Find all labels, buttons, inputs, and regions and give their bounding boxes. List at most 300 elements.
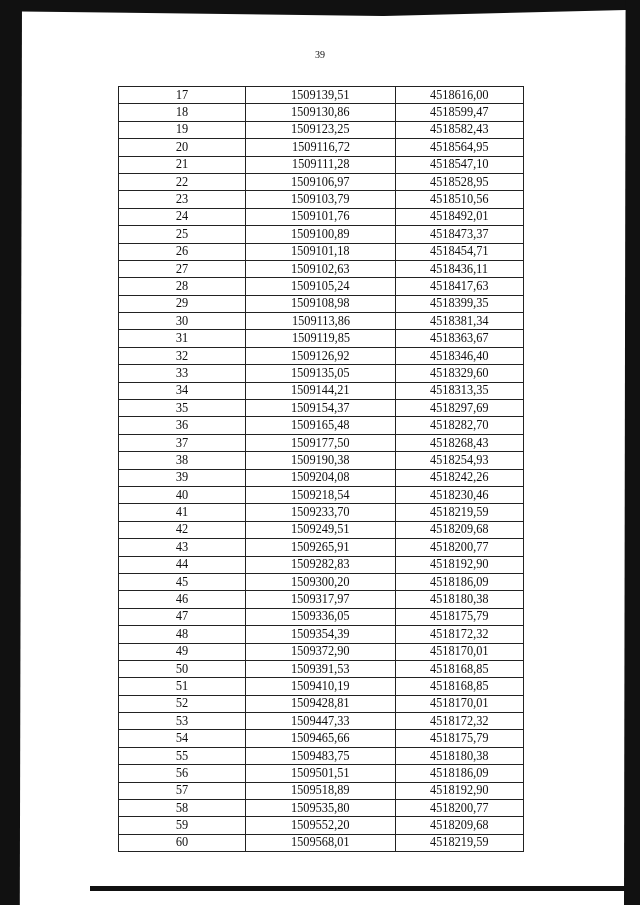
cell-text: 56 bbox=[175, 765, 189, 781]
y-coordinate-cell bbox=[395, 121, 523, 138]
y-coordinate-cell bbox=[395, 156, 523, 173]
cell-text: 4518492,01 bbox=[430, 209, 489, 225]
scan-border-right bbox=[624, 0, 640, 905]
table-row bbox=[119, 608, 524, 625]
cell-text: 4518168,85 bbox=[430, 661, 489, 677]
point-number-cell bbox=[119, 347, 246, 364]
cell-text: 1509135,05 bbox=[291, 365, 350, 381]
cell-text: 57 bbox=[175, 783, 189, 799]
cell-text: 4518381,34 bbox=[430, 313, 489, 329]
y-coordinate-cell bbox=[395, 139, 523, 156]
table-row bbox=[119, 295, 524, 312]
point-number-cell bbox=[119, 452, 246, 469]
cell-text: 1509518,89 bbox=[291, 783, 350, 799]
cell-text: 1509126,92 bbox=[291, 348, 350, 364]
y-coordinate-cell bbox=[395, 730, 523, 747]
x-coordinate-cell bbox=[246, 121, 396, 138]
point-number-cell bbox=[119, 817, 246, 834]
cell-text: 1509103,79 bbox=[291, 192, 350, 208]
cell-text: 4518510,56 bbox=[430, 192, 489, 208]
cell-text: 4518219,59 bbox=[430, 505, 489, 521]
cell-text: 1509105,24 bbox=[291, 278, 350, 294]
y-coordinate-cell bbox=[395, 417, 523, 434]
table-row bbox=[119, 139, 524, 156]
y-coordinate-cell bbox=[395, 104, 523, 121]
table-row bbox=[119, 782, 524, 799]
point-number-cell bbox=[119, 382, 246, 399]
y-coordinate-cell bbox=[395, 330, 523, 347]
cell-text: 1509177,50 bbox=[291, 435, 350, 451]
table-row bbox=[119, 400, 524, 417]
y-coordinate-cell bbox=[395, 782, 523, 799]
x-coordinate-cell bbox=[246, 208, 396, 225]
cell-text: 4518268,43 bbox=[430, 435, 489, 451]
cell-text: 1509204,08 bbox=[291, 470, 350, 486]
point-number-cell bbox=[119, 104, 246, 121]
cell-text: 4518436,11 bbox=[430, 261, 489, 277]
table-row bbox=[119, 434, 524, 451]
x-coordinate-cell bbox=[246, 243, 396, 260]
cell-text: 4518564,95 bbox=[430, 139, 489, 155]
cell-text: 37 bbox=[175, 435, 189, 451]
y-coordinate-cell bbox=[395, 365, 523, 382]
cell-text: 4518186,09 bbox=[430, 765, 489, 781]
x-coordinate-cell bbox=[246, 660, 396, 677]
y-coordinate-cell bbox=[395, 834, 523, 851]
cell-text: 29 bbox=[175, 296, 189, 312]
table-row bbox=[119, 573, 524, 590]
x-coordinate-cell bbox=[246, 747, 396, 764]
x-coordinate-cell bbox=[246, 156, 396, 173]
cell-text: 27 bbox=[175, 261, 189, 277]
y-coordinate-cell bbox=[395, 452, 523, 469]
cell-text: 47 bbox=[175, 609, 189, 625]
y-coordinate-cell bbox=[395, 817, 523, 834]
table-row bbox=[119, 278, 524, 295]
cell-text: 1509190,38 bbox=[291, 452, 350, 468]
x-coordinate-cell bbox=[246, 713, 396, 730]
coordinates-table-body bbox=[119, 87, 524, 852]
cell-text: 4518399,35 bbox=[430, 296, 489, 312]
table-row bbox=[119, 747, 524, 764]
x-coordinate-cell bbox=[246, 400, 396, 417]
cell-text: 4518180,38 bbox=[430, 748, 489, 764]
cell-text: 1509102,63 bbox=[291, 261, 350, 277]
cell-text: 4518180,38 bbox=[430, 592, 489, 608]
point-number-cell bbox=[119, 139, 246, 156]
table-row bbox=[119, 260, 524, 277]
point-number-cell bbox=[119, 226, 246, 243]
cell-text: 31 bbox=[175, 331, 189, 347]
cell-text: 19 bbox=[175, 122, 189, 138]
point-number-cell bbox=[119, 434, 246, 451]
cell-text: 1509130,86 bbox=[291, 105, 350, 121]
table-row bbox=[119, 800, 524, 817]
point-number-cell bbox=[119, 765, 246, 782]
x-coordinate-cell bbox=[246, 417, 396, 434]
x-coordinate-cell bbox=[246, 591, 396, 608]
y-coordinate-cell bbox=[395, 626, 523, 643]
cell-text: 1509111,28 bbox=[291, 157, 350, 173]
page-number: 39 bbox=[315, 50, 325, 61]
table-row bbox=[119, 713, 524, 730]
x-coordinate-cell bbox=[246, 800, 396, 817]
table-row bbox=[119, 817, 524, 834]
x-coordinate-cell bbox=[246, 87, 396, 104]
point-number-cell bbox=[119, 539, 246, 556]
x-coordinate-cell bbox=[246, 226, 396, 243]
cell-text: 59 bbox=[175, 818, 189, 834]
table-row bbox=[119, 521, 524, 538]
cell-text: 4518242,26 bbox=[430, 470, 489, 486]
point-number-cell bbox=[119, 173, 246, 190]
cell-text: 4518170,01 bbox=[430, 696, 489, 712]
cell-text: 38 bbox=[175, 452, 189, 468]
cell-text: 51 bbox=[175, 678, 189, 694]
cell-text: 53 bbox=[175, 713, 189, 729]
cell-text: 20 bbox=[175, 139, 189, 155]
y-coordinate-cell bbox=[395, 486, 523, 503]
cell-text: 58 bbox=[175, 800, 189, 816]
point-number-cell bbox=[119, 208, 246, 225]
cell-text: 4518186,09 bbox=[430, 574, 489, 590]
table-row bbox=[119, 104, 524, 121]
x-coordinate-cell bbox=[246, 469, 396, 486]
cell-text: 1509119,85 bbox=[291, 331, 350, 347]
table-row bbox=[119, 330, 524, 347]
x-coordinate-cell bbox=[246, 104, 396, 121]
cell-text: 4518346,40 bbox=[430, 348, 489, 364]
y-coordinate-cell bbox=[395, 313, 523, 330]
table-row bbox=[119, 243, 524, 260]
cell-text: 26 bbox=[175, 244, 189, 260]
cell-text: 34 bbox=[175, 383, 189, 399]
cell-text: 4518417,63 bbox=[430, 278, 489, 294]
cell-text: 4518616,00 bbox=[430, 87, 489, 103]
cell-text: 1509101,76 bbox=[291, 209, 350, 225]
cell-text: 1509465,66 bbox=[291, 731, 350, 747]
cell-text: 1509265,91 bbox=[291, 539, 350, 555]
cell-text: 1509501,51 bbox=[291, 765, 350, 781]
cell-text: 49 bbox=[175, 644, 189, 660]
cell-text: 4518172,32 bbox=[430, 713, 489, 729]
point-number-cell bbox=[119, 87, 246, 104]
x-coordinate-cell bbox=[246, 834, 396, 851]
table-row bbox=[119, 591, 524, 608]
x-coordinate-cell bbox=[246, 347, 396, 364]
cell-text: 4518454,71 bbox=[430, 244, 489, 260]
table-row bbox=[119, 452, 524, 469]
x-coordinate-cell bbox=[246, 539, 396, 556]
cell-text: 4518175,79 bbox=[430, 609, 489, 625]
point-number-cell bbox=[119, 278, 246, 295]
x-coordinate-cell bbox=[246, 330, 396, 347]
y-coordinate-cell bbox=[395, 713, 523, 730]
cell-text: 25 bbox=[175, 226, 189, 242]
cell-text: 4518473,37 bbox=[430, 226, 489, 242]
cell-text: 1509108,98 bbox=[291, 296, 350, 312]
cell-text: 4518192,90 bbox=[430, 557, 489, 573]
table-row bbox=[119, 765, 524, 782]
cell-text: 1509372,90 bbox=[291, 644, 350, 660]
x-coordinate-cell bbox=[246, 765, 396, 782]
cell-text: 33 bbox=[175, 365, 189, 381]
y-coordinate-cell bbox=[395, 504, 523, 521]
y-coordinate-cell bbox=[395, 539, 523, 556]
cell-text: 1509410,19 bbox=[291, 678, 350, 694]
x-coordinate-cell bbox=[246, 278, 396, 295]
cell-text: 24 bbox=[175, 209, 189, 225]
x-coordinate-cell bbox=[246, 295, 396, 312]
point-number-cell bbox=[119, 417, 246, 434]
cell-text: 4518200,77 bbox=[430, 800, 489, 816]
cell-text: 1509101,18 bbox=[291, 244, 350, 260]
cell-text: 4518254,93 bbox=[430, 452, 489, 468]
table-row bbox=[119, 121, 524, 138]
x-coordinate-cell bbox=[246, 626, 396, 643]
cell-text: 32 bbox=[175, 348, 189, 364]
y-coordinate-cell bbox=[395, 573, 523, 590]
point-number-cell bbox=[119, 504, 246, 521]
x-coordinate-cell bbox=[246, 452, 396, 469]
cell-text: 1509123,25 bbox=[291, 122, 350, 138]
table-row bbox=[119, 834, 524, 851]
x-coordinate-cell bbox=[246, 521, 396, 538]
y-coordinate-cell bbox=[395, 278, 523, 295]
cell-text: 4518175,79 bbox=[430, 731, 489, 747]
point-number-cell bbox=[119, 643, 246, 660]
cell-text: 4518547,10 bbox=[430, 157, 489, 173]
cell-text: 28 bbox=[175, 278, 189, 294]
table-row bbox=[119, 313, 524, 330]
y-coordinate-cell bbox=[395, 260, 523, 277]
cell-text: 4518172,32 bbox=[430, 626, 489, 642]
x-coordinate-cell bbox=[246, 556, 396, 573]
x-coordinate-cell bbox=[246, 313, 396, 330]
scan-border-bottom bbox=[90, 886, 630, 891]
table-row bbox=[119, 643, 524, 660]
y-coordinate-cell bbox=[395, 695, 523, 712]
cell-text: 1509233,70 bbox=[291, 505, 350, 521]
table-row bbox=[119, 678, 524, 695]
point-number-cell bbox=[119, 260, 246, 277]
cell-text: 48 bbox=[175, 626, 189, 642]
x-coordinate-cell bbox=[246, 782, 396, 799]
cell-text: 4518170,01 bbox=[430, 644, 489, 660]
cell-text: 1509116,72 bbox=[291, 139, 350, 155]
scan-border-top bbox=[0, 0, 640, 16]
point-number-cell bbox=[119, 747, 246, 764]
y-coordinate-cell bbox=[395, 295, 523, 312]
cell-text: 1509447,33 bbox=[291, 713, 350, 729]
point-number-cell bbox=[119, 660, 246, 677]
cell-text: 22 bbox=[175, 174, 189, 190]
point-number-cell bbox=[119, 295, 246, 312]
cell-text: 45 bbox=[175, 574, 189, 590]
cell-text: 18 bbox=[175, 105, 189, 121]
point-number-cell bbox=[119, 782, 246, 799]
cell-text: 52 bbox=[175, 696, 189, 712]
table-row bbox=[119, 504, 524, 521]
y-coordinate-cell bbox=[395, 400, 523, 417]
x-coordinate-cell bbox=[246, 365, 396, 382]
cell-text: 1509144,21 bbox=[291, 383, 350, 399]
cell-text: 1509113,86 bbox=[291, 313, 350, 329]
x-coordinate-cell bbox=[246, 573, 396, 590]
cell-text: 30 bbox=[175, 313, 189, 329]
point-number-cell bbox=[119, 191, 246, 208]
table-row bbox=[119, 695, 524, 712]
table-row bbox=[119, 173, 524, 190]
cell-text: 50 bbox=[175, 661, 189, 677]
y-coordinate-cell bbox=[395, 660, 523, 677]
cell-text: 4518363,67 bbox=[430, 331, 489, 347]
table-row bbox=[119, 626, 524, 643]
point-number-cell bbox=[119, 400, 246, 417]
cell-text: 40 bbox=[175, 487, 189, 503]
cell-text: 41 bbox=[175, 505, 189, 521]
y-coordinate-cell bbox=[395, 208, 523, 225]
cell-text: 35 bbox=[175, 400, 189, 416]
coordinates-table bbox=[118, 86, 524, 852]
y-coordinate-cell bbox=[395, 591, 523, 608]
point-number-cell bbox=[119, 330, 246, 347]
point-number-cell bbox=[119, 678, 246, 695]
cell-text: 4518209,68 bbox=[430, 818, 489, 834]
cell-text: 43 bbox=[175, 539, 189, 555]
y-coordinate-cell bbox=[395, 434, 523, 451]
scan-border-left bbox=[0, 0, 22, 905]
table-row bbox=[119, 556, 524, 573]
y-coordinate-cell bbox=[395, 678, 523, 695]
x-coordinate-cell bbox=[246, 139, 396, 156]
point-number-cell bbox=[119, 730, 246, 747]
x-coordinate-cell bbox=[246, 678, 396, 695]
point-number-cell bbox=[119, 573, 246, 590]
table-row bbox=[119, 730, 524, 747]
table-row bbox=[119, 208, 524, 225]
cell-text: 1509568,01 bbox=[291, 835, 350, 851]
point-number-cell bbox=[119, 486, 246, 503]
x-coordinate-cell bbox=[246, 730, 396, 747]
point-number-cell bbox=[119, 608, 246, 625]
point-number-cell bbox=[119, 626, 246, 643]
cell-text: 4518282,70 bbox=[430, 418, 489, 434]
x-coordinate-cell bbox=[246, 191, 396, 208]
point-number-cell bbox=[119, 713, 246, 730]
cell-text: 1509535,80 bbox=[291, 800, 350, 816]
cell-text: 1509165,48 bbox=[291, 418, 350, 434]
x-coordinate-cell bbox=[246, 817, 396, 834]
point-number-cell bbox=[119, 121, 246, 138]
cell-text: 4518313,35 bbox=[430, 383, 489, 399]
y-coordinate-cell bbox=[395, 243, 523, 260]
cell-text: 4518297,69 bbox=[430, 400, 489, 416]
x-coordinate-cell bbox=[246, 486, 396, 503]
cell-text: 4518219,59 bbox=[430, 835, 489, 851]
y-coordinate-cell bbox=[395, 173, 523, 190]
y-coordinate-cell bbox=[395, 747, 523, 764]
cell-text: 4518168,85 bbox=[430, 678, 489, 694]
cell-text: 1509282,83 bbox=[291, 557, 350, 573]
point-number-cell bbox=[119, 243, 246, 260]
cell-text: 4518200,77 bbox=[430, 539, 489, 555]
y-coordinate-cell bbox=[395, 556, 523, 573]
y-coordinate-cell bbox=[395, 87, 523, 104]
x-coordinate-cell bbox=[246, 260, 396, 277]
cell-text: 4518329,60 bbox=[430, 365, 489, 381]
table-row bbox=[119, 347, 524, 364]
cell-text: 1509218,54 bbox=[291, 487, 350, 503]
table-row bbox=[119, 226, 524, 243]
x-coordinate-cell bbox=[246, 382, 396, 399]
cell-text: 1509552,20 bbox=[291, 818, 350, 834]
point-number-cell bbox=[119, 365, 246, 382]
table-row bbox=[119, 660, 524, 677]
point-number-cell bbox=[119, 556, 246, 573]
y-coordinate-cell bbox=[395, 643, 523, 660]
y-coordinate-cell bbox=[395, 521, 523, 538]
y-coordinate-cell bbox=[395, 347, 523, 364]
cell-text: 1509154,37 bbox=[291, 400, 350, 416]
cell-text: 1509300,20 bbox=[291, 574, 350, 590]
cell-text: 23 bbox=[175, 192, 189, 208]
x-coordinate-cell bbox=[246, 173, 396, 190]
cell-text: 1509483,75 bbox=[291, 748, 350, 764]
cell-text: 39 bbox=[175, 470, 189, 486]
y-coordinate-cell bbox=[395, 608, 523, 625]
table-row bbox=[119, 365, 524, 382]
cell-text: 60 bbox=[175, 835, 189, 851]
point-number-cell bbox=[119, 834, 246, 851]
table-row bbox=[119, 87, 524, 104]
point-number-cell bbox=[119, 469, 246, 486]
cell-text: 1509100,89 bbox=[291, 226, 350, 242]
x-coordinate-cell bbox=[246, 434, 396, 451]
cell-text: 36 bbox=[175, 418, 189, 434]
cell-text: 4518209,68 bbox=[430, 522, 489, 538]
y-coordinate-cell bbox=[395, 800, 523, 817]
cell-text: 1509354,39 bbox=[291, 626, 350, 642]
point-number-cell bbox=[119, 800, 246, 817]
y-coordinate-cell bbox=[395, 469, 523, 486]
table-row bbox=[119, 486, 524, 503]
table-row bbox=[119, 382, 524, 399]
y-coordinate-cell bbox=[395, 765, 523, 782]
point-number-cell bbox=[119, 521, 246, 538]
cell-text: 1509336,05 bbox=[291, 609, 350, 625]
cell-text: 46 bbox=[175, 592, 189, 608]
cell-text: 1509428,81 bbox=[291, 696, 350, 712]
x-coordinate-cell bbox=[246, 643, 396, 660]
cell-text: 4518582,43 bbox=[430, 122, 489, 138]
point-number-cell bbox=[119, 695, 246, 712]
x-coordinate-cell bbox=[246, 608, 396, 625]
cell-text: 42 bbox=[175, 522, 189, 538]
table-row bbox=[119, 156, 524, 173]
x-coordinate-cell bbox=[246, 504, 396, 521]
y-coordinate-cell bbox=[395, 191, 523, 208]
point-number-cell bbox=[119, 591, 246, 608]
cell-text: 1509317,97 bbox=[291, 592, 350, 608]
cell-text: 21 bbox=[175, 157, 189, 173]
point-number-cell bbox=[119, 313, 246, 330]
table-row bbox=[119, 469, 524, 486]
cell-text: 4518230,46 bbox=[430, 487, 489, 503]
point-number-cell bbox=[119, 156, 246, 173]
cell-text: 1509249,51 bbox=[291, 522, 350, 538]
cell-text: 1509106,97 bbox=[291, 174, 350, 190]
